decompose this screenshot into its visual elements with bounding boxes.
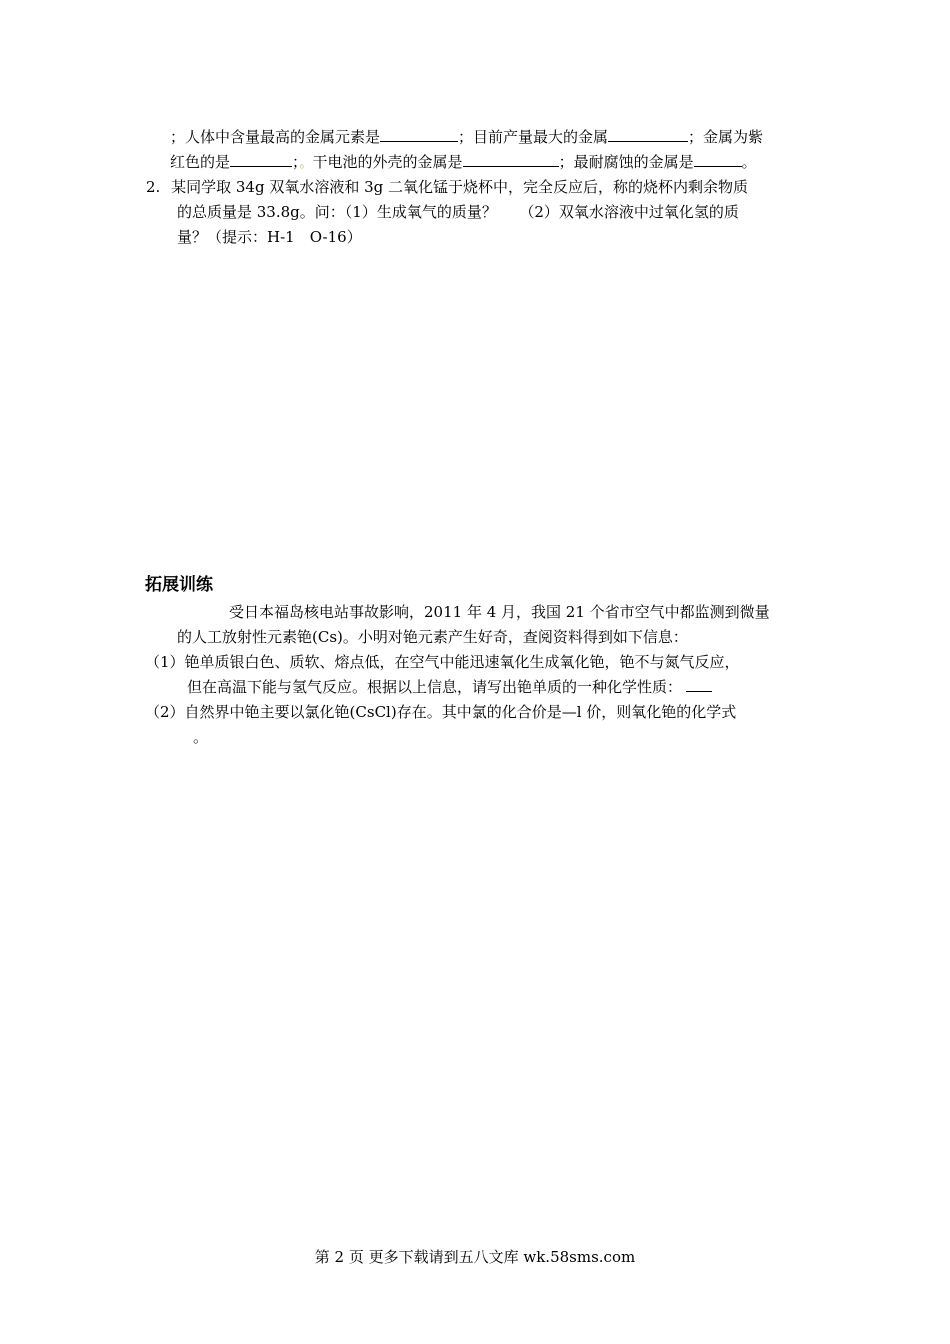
stray-mark: 。 — [299, 156, 313, 171]
text-segment: 红色的是 — [170, 153, 231, 171]
answer-blank[interactable] — [694, 152, 742, 167]
text-segment: ；最耐腐蚀的金属是 — [558, 153, 694, 171]
question-text: 的总质量是 33.8g。问：（1）生成氧气的质量？ （2）双氧水溶液中过氧化氢的质 — [177, 203, 739, 221]
question-number: 2. — [146, 178, 161, 196]
item-2-line-2: 。 — [193, 728, 209, 746]
blank-question-line-1 — [170, 126, 763, 148]
question-2-line-1 — [146, 176, 748, 198]
blank-question-line-2 — [170, 151, 757, 175]
text-segment: ；金属为紫 — [688, 128, 764, 146]
item-1-line-2 — [187, 676, 712, 698]
item-text: 但在高温下能与氢气反应。根据以上信息，请写出铯单质的一种化学性质： — [187, 678, 683, 696]
answer-blank[interactable] — [380, 127, 458, 142]
intro-line-2: 的人工放射性元素铯(Cs)。小明对铯元素产生好奇，查阅资料得到如下信息： — [177, 628, 688, 646]
answer-blank[interactable] — [230, 152, 292, 167]
item-1-line-1: （1）铯单质银白色、质软、熔点低，在空气中能迅速氧化生成氧化铯，铯不与氮气反应， — [145, 653, 740, 671]
question-text: 量？（提示：H-1 O-16） — [177, 228, 362, 246]
text-segment: ；目前产量最大的金属 — [458, 128, 609, 146]
answer-blank[interactable] — [463, 152, 559, 167]
question-text: 某同学取 34g 双氧水溶液和 3g 二氧化锰于烧杯中，完全反应后，称的烧杯内剩余物质 — [171, 178, 749, 196]
text-segment: ； — [292, 153, 300, 171]
page-footer: 第 2 页 更多下载请到五八文库 wk.58sms.com — [314, 1248, 636, 1266]
intro-line-1: 受日本福岛核电站事故影响，2011 年 4 月，我国 21 个省市空气中都监测到微量 — [229, 603, 770, 621]
text-segment: 。 — [741, 153, 757, 171]
item-2-line-1: （2）自然界中铯主要以氯化铯(CsCl)存在。其中氯的化合价是—l 价，则氧化铯的化学式 — [145, 703, 737, 721]
text-segment: 干电池的外壳的金属是 — [312, 153, 463, 171]
question-2-line-3 — [177, 226, 362, 248]
answer-blank[interactable] — [686, 677, 712, 692]
section-heading: 拓展训练 — [145, 575, 213, 595]
answer-blank[interactable] — [608, 127, 688, 142]
text-segment: ；人体中含量最高的金属元素是 — [170, 128, 381, 146]
question-2-line-2 — [177, 201, 739, 223]
